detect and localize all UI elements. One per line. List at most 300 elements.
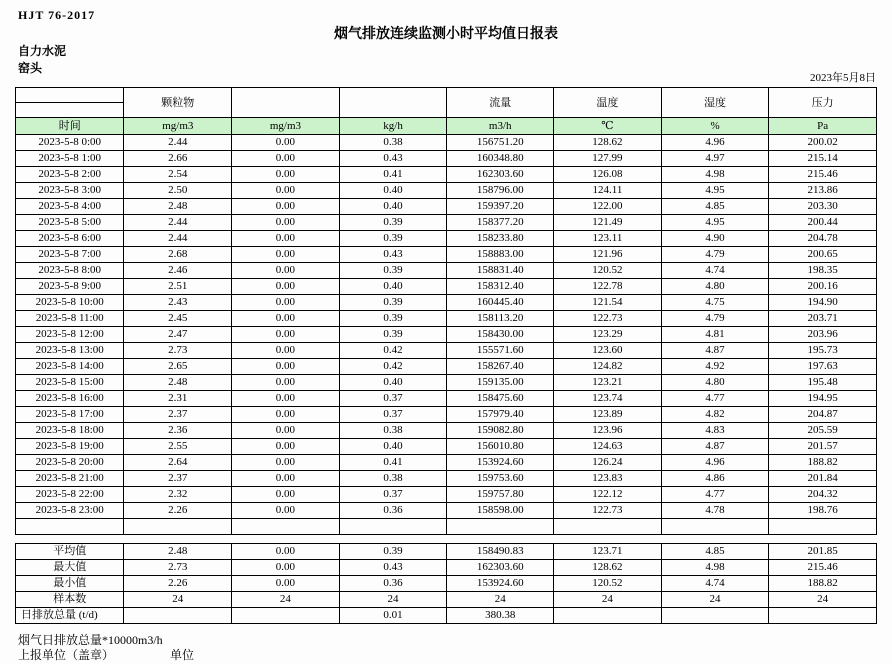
value-cell: 0.00	[232, 199, 340, 215]
value-cell: 123.21	[554, 375, 662, 391]
value-cell: 0.39	[339, 327, 447, 343]
value-cell: 4.87	[661, 343, 769, 359]
value-cell: 195.73	[769, 343, 877, 359]
summary-row	[16, 608, 877, 624]
value-cell: 0.39	[339, 231, 447, 247]
row-label-cell: 2023-5-8 8:00	[16, 263, 124, 279]
value-cell: 4.96	[661, 135, 769, 151]
value-cell: 0.40	[339, 439, 447, 455]
value-cell: 0.00	[232, 455, 340, 471]
value-cell: 159753.60	[447, 471, 554, 487]
row-label-cell: 2023-5-8 13:00	[16, 343, 124, 359]
corner-cell-top	[16, 88, 124, 103]
value-cell: 205.59	[769, 423, 877, 439]
group-header-row	[16, 88, 877, 103]
value-cell: 4.74	[661, 576, 769, 592]
value-cell: 4.79	[661, 247, 769, 263]
value-cell: 123.96	[554, 423, 662, 439]
value-cell: 213.86	[769, 183, 877, 199]
unit-cell: mg/m3	[124, 118, 232, 135]
row-label-cell: 2023-5-8 17:00	[16, 407, 124, 423]
value-cell: 215.46	[769, 560, 877, 576]
value-cell: 159397.20	[447, 199, 554, 215]
value-cell: 122.78	[554, 279, 662, 295]
row-label-cell: 2023-5-8 12:00	[16, 327, 124, 343]
table-row	[16, 311, 877, 327]
value-cell: 201.85	[769, 544, 877, 560]
value-cell: 159082.80	[447, 423, 554, 439]
value-cell: 380.38	[447, 608, 554, 624]
value-cell: 122.73	[554, 503, 662, 519]
value-cell: 157979.40	[447, 407, 554, 423]
value-cell: 121.96	[554, 247, 662, 263]
value-cell: 200.65	[769, 247, 877, 263]
value-cell: 0.00	[232, 407, 340, 423]
group-header-temperature: 温度	[554, 88, 662, 118]
value-cell: 120.52	[554, 263, 662, 279]
value-cell: 2.32	[124, 487, 232, 503]
footer-unit-label: 单位	[170, 648, 195, 662]
value-cell: 158598.00	[447, 503, 554, 519]
value-cell: 128.62	[554, 135, 662, 151]
table-row	[16, 503, 877, 519]
value-cell: 0.36	[339, 576, 447, 592]
table-row	[16, 231, 877, 247]
value-cell: 158312.40	[447, 279, 554, 295]
value-cell: 160348.80	[447, 151, 554, 167]
value-cell: 158831.40	[447, 263, 554, 279]
value-cell: 0.00	[232, 311, 340, 327]
value-cell: 2.44	[124, 135, 232, 151]
value-cell: 123.89	[554, 407, 662, 423]
value-cell: 200.16	[769, 279, 877, 295]
value-cell: 24	[232, 592, 340, 608]
value-cell: 122.12	[554, 487, 662, 503]
value-cell: 0.00	[232, 135, 340, 151]
value-cell: 158233.80	[447, 231, 554, 247]
row-label-cell: 平均值	[16, 544, 124, 560]
value-cell: 158883.00	[447, 247, 554, 263]
value-cell: 0.41	[339, 167, 447, 183]
summary-row	[16, 544, 877, 560]
row-label-cell: 2023-5-8 22:00	[16, 487, 124, 503]
value-cell: 0.39	[339, 544, 447, 560]
value-cell: 0.00	[232, 263, 340, 279]
row-label-cell: 2023-5-8 23:00	[16, 503, 124, 519]
value-cell: 124.63	[554, 439, 662, 455]
value-cell: 24	[769, 592, 877, 608]
table-row	[16, 359, 877, 375]
row-label-cell: 样本数	[16, 592, 124, 608]
value-cell: 4.82	[661, 407, 769, 423]
report-title: 烟气排放连续监测小时平均值日报表	[334, 27, 558, 42]
value-cell: 124.11	[554, 183, 662, 199]
value-cell: 156010.80	[447, 439, 554, 455]
value-cell: 2.66	[124, 151, 232, 167]
value-cell: 126.08	[554, 167, 662, 183]
unit-cell: Pa	[769, 118, 877, 135]
table-row	[16, 183, 877, 199]
value-cell: 2.26	[124, 503, 232, 519]
value-cell: 2.55	[124, 439, 232, 455]
value-cell: 4.90	[661, 231, 769, 247]
value-cell: 2.65	[124, 359, 232, 375]
value-cell: 2.36	[124, 423, 232, 439]
value-cell: 155571.60	[447, 343, 554, 359]
value-cell: 127.99	[554, 151, 662, 167]
value-cell: 123.83	[554, 471, 662, 487]
value-cell: 158377.20	[447, 215, 554, 231]
value-cell: 4.85	[661, 199, 769, 215]
value-cell: 0.00	[232, 183, 340, 199]
value-cell: 0.38	[339, 471, 447, 487]
value-cell: 204.32	[769, 487, 877, 503]
value-cell: 123.11	[554, 231, 662, 247]
row-label-cell: 2023-5-8 16:00	[16, 391, 124, 407]
value-cell: 0.00	[232, 487, 340, 503]
value-cell: 0.00	[232, 247, 340, 263]
row-label-cell: 2023-5-8 9:00	[16, 279, 124, 295]
value-cell: 0.00	[232, 503, 340, 519]
value-cell: 0.37	[339, 391, 447, 407]
value-cell: 4.78	[661, 503, 769, 519]
value-cell: 0.00	[232, 231, 340, 247]
value-cell: 4.92	[661, 359, 769, 375]
value-cell: 153924.60	[447, 576, 554, 592]
value-cell: 203.30	[769, 199, 877, 215]
row-label-cell: 2023-5-8 4:00	[16, 199, 124, 215]
row-label-cell: 2023-5-8 15:00	[16, 375, 124, 391]
group-header-flow: 流量	[447, 88, 554, 118]
value-cell: 4.77	[661, 391, 769, 407]
group-header-pressure: 压力	[769, 88, 877, 118]
value-cell: 156751.20	[447, 135, 554, 151]
value-cell: 4.98	[661, 167, 769, 183]
empty-cell	[661, 519, 769, 535]
row-label-cell: 2023-5-8 1:00	[16, 151, 124, 167]
value-cell: 201.84	[769, 471, 877, 487]
value-cell: 215.14	[769, 151, 877, 167]
row-label-cell: 2023-5-8 5:00	[16, 215, 124, 231]
value-cell: 123.60	[554, 343, 662, 359]
value-cell: 0.43	[339, 560, 447, 576]
footer-report-unit-label: 上报单位（盖章）	[18, 648, 115, 662]
value-cell: 0.36	[339, 503, 447, 519]
value-cell: 0.40	[339, 199, 447, 215]
value-cell: 198.35	[769, 263, 877, 279]
summary-table	[15, 543, 877, 624]
value-cell: 194.95	[769, 391, 877, 407]
row-label-cell: 2023-5-8 2:00	[16, 167, 124, 183]
value-cell: 0.40	[339, 183, 447, 199]
table-row	[16, 327, 877, 343]
report-date: 2023年5月8日	[810, 72, 876, 84]
value-cell: 162303.60	[447, 560, 554, 576]
value-cell: 0.00	[232, 576, 340, 592]
value-cell	[661, 608, 769, 624]
value-cell: 0.00	[232, 215, 340, 231]
value-cell: 2.50	[124, 183, 232, 199]
value-cell: 122.00	[554, 199, 662, 215]
value-cell: 158796.00	[447, 183, 554, 199]
value-cell: 0.00	[232, 151, 340, 167]
value-cell: 4.79	[661, 311, 769, 327]
value-cell	[769, 608, 877, 624]
table-row	[16, 391, 877, 407]
table-row	[16, 423, 877, 439]
table-row	[16, 279, 877, 295]
value-cell: 4.95	[661, 183, 769, 199]
value-cell: 4.97	[661, 151, 769, 167]
footer-total-note: 烟气日排放总量*10000m3/h	[18, 633, 163, 647]
value-cell: 2.26	[124, 576, 232, 592]
value-cell: 158475.60	[447, 391, 554, 407]
value-cell: 0.37	[339, 487, 447, 503]
value-cell: 2.51	[124, 279, 232, 295]
value-cell: 2.45	[124, 311, 232, 327]
spacer-row	[16, 519, 877, 535]
value-cell: 4.87	[661, 439, 769, 455]
value-cell: 2.68	[124, 247, 232, 263]
value-cell: 2.64	[124, 455, 232, 471]
value-cell: 0.00	[232, 167, 340, 183]
value-cell: 159135.00	[447, 375, 554, 391]
value-cell: 204.78	[769, 231, 877, 247]
value-cell: 188.82	[769, 455, 877, 471]
table-row	[16, 167, 877, 183]
table-row	[16, 263, 877, 279]
value-cell: 120.52	[554, 576, 662, 592]
group-header-humidity: 湿度	[661, 88, 769, 118]
value-cell: 0.00	[232, 375, 340, 391]
value-cell: 0.43	[339, 151, 447, 167]
monitoring-point: 窑头	[18, 61, 43, 75]
value-cell: 0.00	[232, 295, 340, 311]
value-cell: 4.77	[661, 487, 769, 503]
value-cell	[554, 608, 662, 624]
value-cell: 204.87	[769, 407, 877, 423]
value-cell: 122.73	[554, 311, 662, 327]
value-cell: 153924.60	[447, 455, 554, 471]
value-cell: 0.41	[339, 455, 447, 471]
summary-row	[16, 576, 877, 592]
row-label-cell: 2023-5-8 6:00	[16, 231, 124, 247]
value-cell: 0.42	[339, 359, 447, 375]
value-cell: 123.74	[554, 391, 662, 407]
value-cell: 4.98	[661, 560, 769, 576]
value-cell: 2.37	[124, 471, 232, 487]
value-cell: 4.81	[661, 327, 769, 343]
value-cell: 2.44	[124, 231, 232, 247]
value-cell: 126.24	[554, 455, 662, 471]
table-row	[16, 407, 877, 423]
value-cell: 123.29	[554, 327, 662, 343]
empty-cell	[124, 519, 232, 535]
table-row	[16, 471, 877, 487]
value-cell: 0.40	[339, 375, 447, 391]
row-label-cell: 2023-5-8 10:00	[16, 295, 124, 311]
value-cell: 2.31	[124, 391, 232, 407]
empty-cell	[339, 519, 447, 535]
unit-cell: %	[661, 118, 769, 135]
empty-cell	[447, 519, 554, 535]
empty-cell	[232, 519, 340, 535]
table-row	[16, 247, 877, 263]
value-cell	[232, 608, 340, 624]
value-cell: 158113.20	[447, 311, 554, 327]
empty-cell	[16, 519, 124, 535]
value-cell: 123.71	[554, 544, 662, 560]
table-row	[16, 295, 877, 311]
unit-cell: kg/h	[339, 118, 447, 135]
row-label-cell: 最大值	[16, 560, 124, 576]
value-cell: 121.54	[554, 295, 662, 311]
value-cell: 4.80	[661, 375, 769, 391]
value-cell: 203.71	[769, 311, 877, 327]
value-cell: 2.44	[124, 215, 232, 231]
report-table	[15, 87, 877, 535]
value-cell: 0.38	[339, 135, 447, 151]
value-cell: 4.95	[661, 215, 769, 231]
value-cell: 162303.60	[447, 167, 554, 183]
value-cell: 160445.40	[447, 295, 554, 311]
value-cell: 203.96	[769, 327, 877, 343]
table-row	[16, 151, 877, 167]
row-label-cell: 2023-5-8 20:00	[16, 455, 124, 471]
value-cell: 0.42	[339, 343, 447, 359]
value-cell: 4.86	[661, 471, 769, 487]
value-cell: 158490.83	[447, 544, 554, 560]
value-cell: 195.48	[769, 375, 877, 391]
value-cell: 2.48	[124, 199, 232, 215]
row-label-cell: 2023-5-8 7:00	[16, 247, 124, 263]
row-label-cell: 2023-5-8 0:00	[16, 135, 124, 151]
value-cell: 2.46	[124, 263, 232, 279]
row-label-cell: 2023-5-8 19:00	[16, 439, 124, 455]
value-cell: 4.74	[661, 263, 769, 279]
value-cell: 4.85	[661, 544, 769, 560]
value-cell: 0.00	[232, 544, 340, 560]
table-row	[16, 455, 877, 471]
table-row	[16, 343, 877, 359]
group-header-blank-1	[232, 88, 340, 118]
value-cell: 0.39	[339, 215, 447, 231]
value-cell: 128.62	[554, 560, 662, 576]
value-cell: 0.00	[232, 423, 340, 439]
value-cell: 24	[447, 592, 554, 608]
value-cell: 0.00	[232, 279, 340, 295]
value-cell: 0.00	[232, 391, 340, 407]
value-cell: 0.00	[232, 327, 340, 343]
table-row	[16, 215, 877, 231]
value-cell: 0.38	[339, 423, 447, 439]
value-cell: 198.76	[769, 503, 877, 519]
value-cell: 2.48	[124, 375, 232, 391]
summary-row	[16, 592, 877, 608]
empty-cell	[769, 519, 877, 535]
company-name: 自力水泥	[18, 44, 67, 58]
value-cell	[124, 608, 232, 624]
value-cell: 159757.80	[447, 487, 554, 503]
row-label-cell: 2023-5-8 18:00	[16, 423, 124, 439]
units-header-row	[16, 118, 877, 135]
value-cell: 0.39	[339, 263, 447, 279]
value-cell: 4.83	[661, 423, 769, 439]
value-cell: 0.00	[232, 343, 340, 359]
row-label-cell: 2023-5-8 21:00	[16, 471, 124, 487]
value-cell: 0.00	[232, 439, 340, 455]
row-label-cell: 2023-5-8 14:00	[16, 359, 124, 375]
value-cell: 0.40	[339, 279, 447, 295]
value-cell: 2.43	[124, 295, 232, 311]
table-row	[16, 375, 877, 391]
value-cell: 121.49	[554, 215, 662, 231]
value-cell: 24	[124, 592, 232, 608]
value-cell: 0.01	[339, 608, 447, 624]
row-label-cell: 日排放总量 (t/d)	[16, 608, 124, 624]
corner-cell-bottom	[16, 103, 124, 118]
value-cell: 200.44	[769, 215, 877, 231]
unit-cell: m3/h	[447, 118, 554, 135]
value-cell: 4.75	[661, 295, 769, 311]
value-cell: 158430.00	[447, 327, 554, 343]
row-label-cell: 2023-5-8 11:00	[16, 311, 124, 327]
value-cell: 4.80	[661, 279, 769, 295]
standard-label: HJT 76-2017	[18, 8, 96, 22]
value-cell: 2.73	[124, 343, 232, 359]
value-cell: 0.00	[232, 471, 340, 487]
value-cell: 215.46	[769, 167, 877, 183]
table-row	[16, 199, 877, 215]
row-label-cell: 2023-5-8 3:00	[16, 183, 124, 199]
row-label-cell: 最小值	[16, 576, 124, 592]
value-cell: 188.82	[769, 576, 877, 592]
value-cell: 197.63	[769, 359, 877, 375]
unit-cell: ℃	[554, 118, 662, 135]
table-row	[16, 439, 877, 455]
value-cell: 200.02	[769, 135, 877, 151]
table-row	[16, 135, 877, 151]
value-cell: 0.39	[339, 311, 447, 327]
value-cell: 0.00	[232, 359, 340, 375]
value-cell: 0.00	[232, 560, 340, 576]
value-cell: 24	[554, 592, 662, 608]
value-cell: 158267.40	[447, 359, 554, 375]
footer-row	[18, 646, 195, 663]
value-cell: 2.37	[124, 407, 232, 423]
summary-row	[16, 560, 877, 576]
unit-cell: mg/m3	[232, 118, 340, 135]
value-cell: 2.73	[124, 560, 232, 576]
value-cell: 24	[661, 592, 769, 608]
value-cell: 201.57	[769, 439, 877, 455]
group-header-blank-2	[339, 88, 447, 118]
value-cell: 0.39	[339, 295, 447, 311]
value-cell: 124.82	[554, 359, 662, 375]
time-header-cell: 时间	[16, 118, 124, 135]
table-row	[16, 487, 877, 503]
value-cell: 24	[339, 592, 447, 608]
value-cell: 2.48	[124, 544, 232, 560]
value-cell: 194.90	[769, 295, 877, 311]
value-cell: 4.96	[661, 455, 769, 471]
value-cell: 0.43	[339, 247, 447, 263]
value-cell: 2.47	[124, 327, 232, 343]
empty-cell	[554, 519, 662, 535]
value-cell: 0.37	[339, 407, 447, 423]
value-cell: 2.54	[124, 167, 232, 183]
group-header-particulate: 颗粒物	[124, 88, 232, 118]
